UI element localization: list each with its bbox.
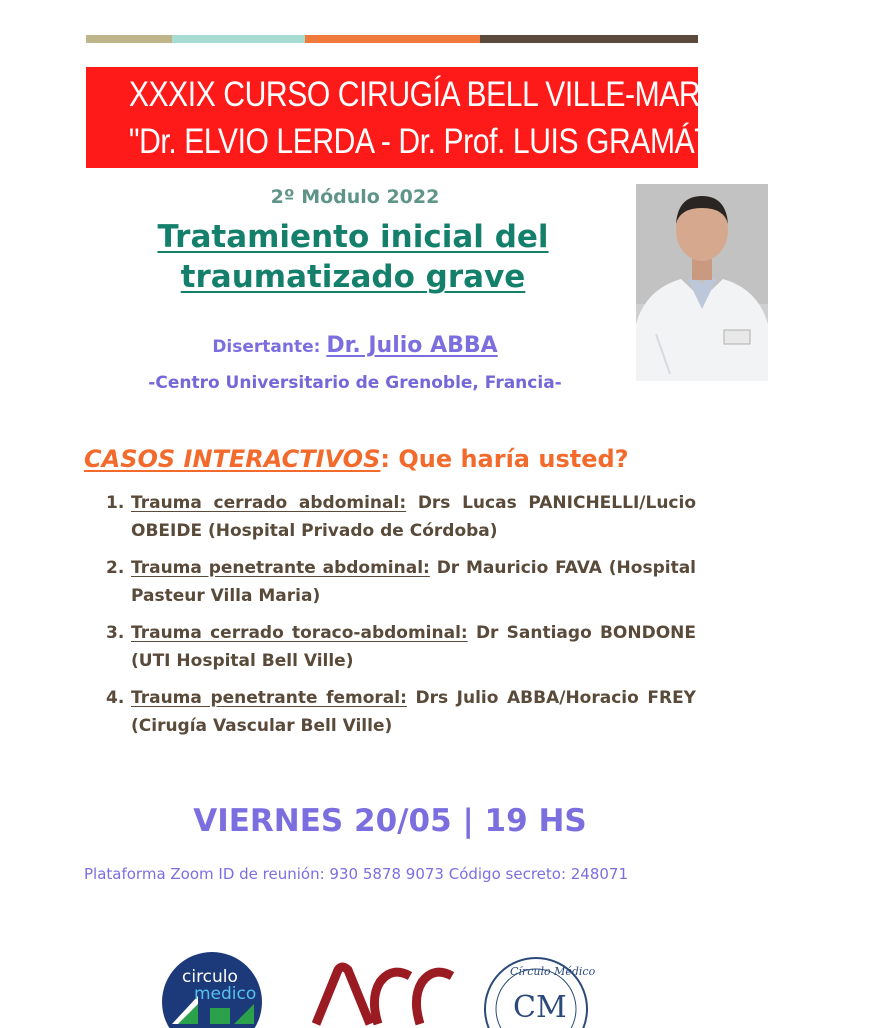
seal-letters: CM — [513, 990, 567, 1025]
case-number: 1. — [106, 493, 125, 513]
case-number: 4. — [106, 688, 125, 708]
talk-title-line-2: traumatizado grave — [180, 259, 526, 295]
cm-seal-logo-icon — [482, 955, 596, 1025]
speaker-affiliation: -Centro Universitario de Grenoble, Francia- — [148, 373, 562, 393]
case-topic: Trauma penetrante femoral: — [131, 688, 407, 708]
color-bar-segment — [480, 35, 698, 43]
color-bar — [86, 35, 698, 43]
color-bar-segment — [305, 35, 480, 43]
speaker-portrait-icon — [636, 184, 768, 381]
logo-text-medico: medico — [194, 984, 257, 1004]
case-detail: Dr Mauricio FAVA (Hospital Pasteur Villa Maria) — [131, 558, 697, 606]
speaker-photo — [636, 184, 768, 381]
seal-ring-text: Círculo Médico — [510, 965, 596, 978]
cases-heading-colon: : — [380, 445, 390, 473]
cases-heading-question: Que haría usted? — [398, 445, 629, 473]
acc-logo-icon — [312, 962, 454, 1024]
color-bar-segment — [172, 35, 305, 43]
speaker-line — [60, 333, 650, 358]
logo-text-circulo: circulo — [182, 967, 238, 987]
case-detail: Dr Santiago BONDONE (UTI Hospital Bell Ville) — [131, 623, 697, 671]
acc-logo — [312, 962, 454, 1024]
banner-line-1: XXXIX CURSO CIRUGÍA BELL VILLE-MARCOS JUÁREZ — [128, 75, 887, 114]
case-topic: Trauma penetrante abdominal: — [131, 558, 430, 578]
case-item — [106, 489, 696, 545]
case-detail: Drs Lucas PANICHELLI/Lucio OBEIDE (Hospital Privado de Córdoba) — [131, 493, 697, 541]
cases-heading-label: CASOS INTERACTIVOS — [84, 445, 381, 473]
case-topic: Trauma cerrado abdominal: — [131, 493, 407, 513]
case-item — [106, 619, 696, 675]
case-item — [106, 684, 696, 740]
talk-title — [120, 217, 586, 297]
module-label: 2º Módulo 2022 — [270, 186, 440, 208]
case-number: 3. — [106, 623, 125, 643]
case-detail: Drs Julio ABBA/Horacio FREY (Cirugía Vascular Bell Ville) — [131, 688, 696, 736]
speaker-label: Disertante: — [212, 337, 321, 357]
cases-heading — [84, 445, 629, 473]
speaker-name-link[interactable]: Dr. Julio ABBA — [326, 333, 498, 358]
course-banner — [86, 67, 887, 168]
banner-line-2: "Dr. ELVIO LERDA - Dr. Prof. LUIS GRAMÁTICA — [128, 122, 762, 161]
color-bar-segment — [86, 35, 172, 43]
cases-list — [106, 489, 696, 749]
case-number: 2. — [106, 558, 125, 578]
circulo-medico-logo-icon — [150, 952, 270, 1024]
case-item — [106, 554, 696, 610]
schedule-date-time: VIERNES 20/05 | 19 HS — [193, 803, 587, 839]
case-topic: Trauma cerrado toraco-abdominal: — [131, 623, 468, 643]
zoom-meeting-info: Plataforma Zoom ID de reunión: 930 5878 9073 Código secreto: 248071 — [84, 865, 629, 883]
cm-seal-logo — [482, 955, 596, 1025]
talk-title-line-1: Tratamiento inicial del — [157, 219, 549, 255]
circulo-medico-logo — [150, 952, 270, 1024]
